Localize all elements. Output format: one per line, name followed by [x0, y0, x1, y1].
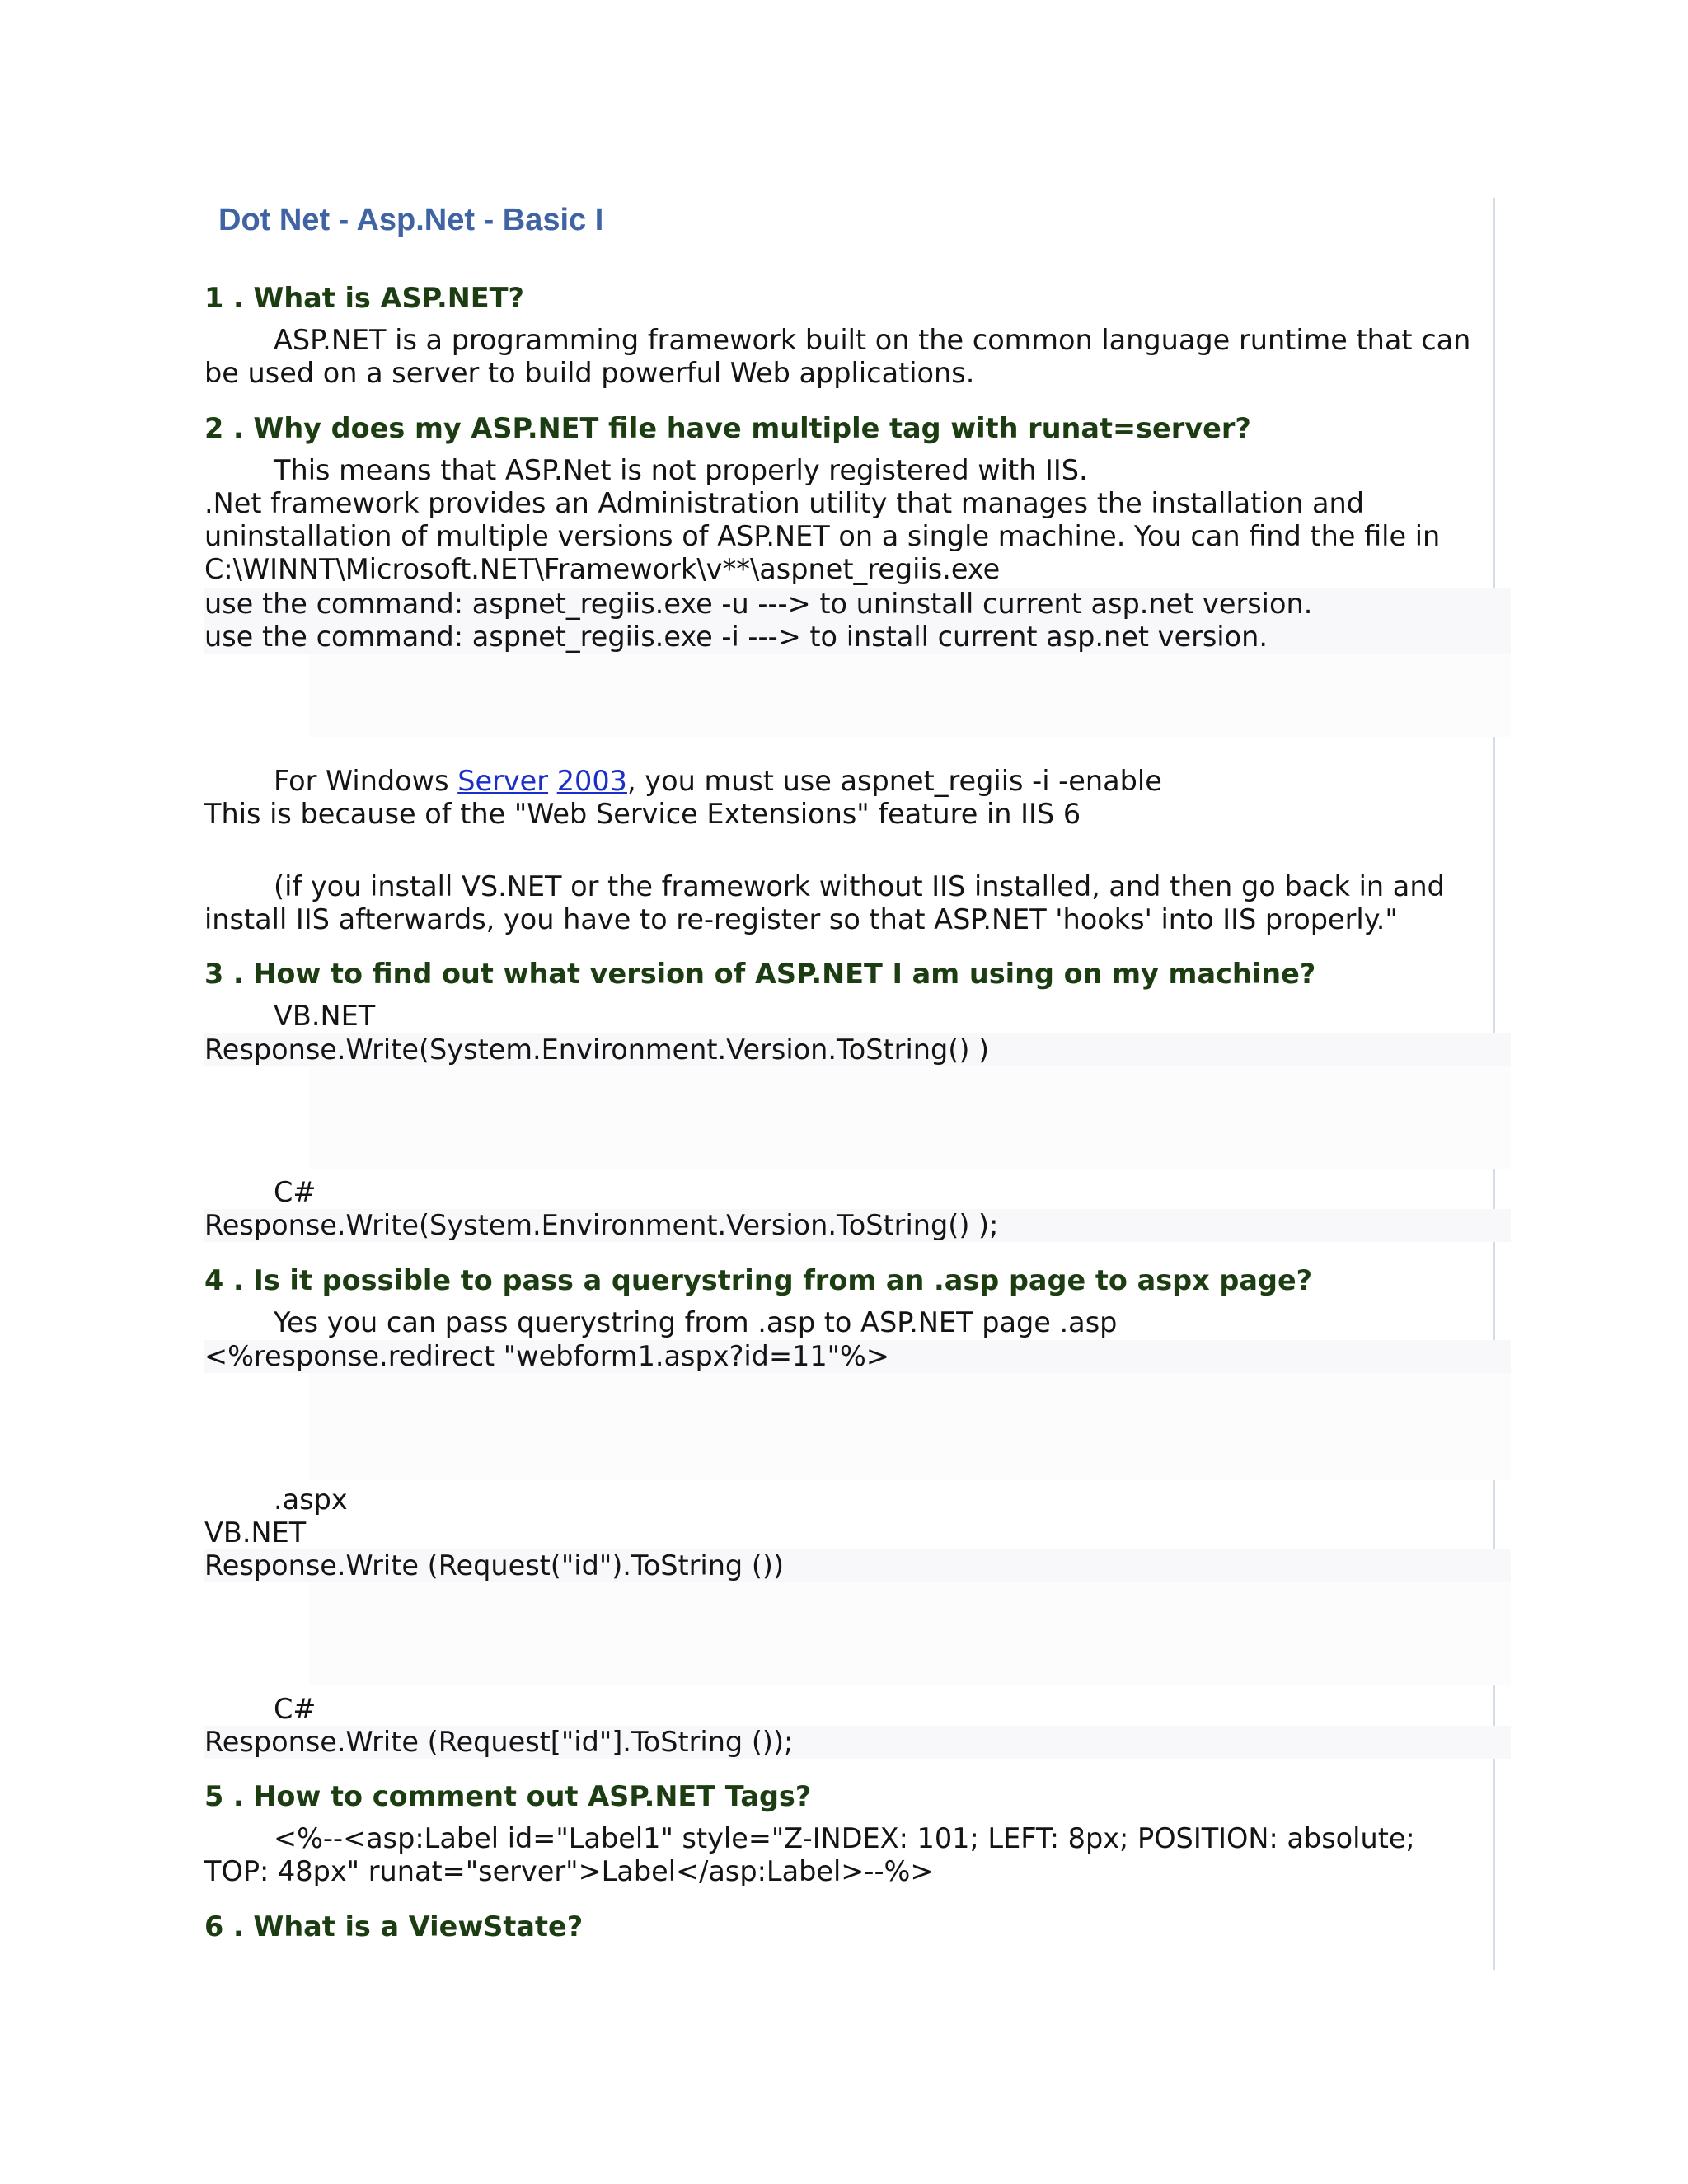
csharp-label-q4: C#: [274, 1693, 316, 1725]
question-heading-6: 6 . What is a ViewState?: [204, 1910, 584, 1943]
reinstall-note-line-2: install IIS afterwards, you have to re-register so that ASP.NET 'hooks' into IIS properly.": [204, 903, 1398, 935]
vbnet-label-q3: VB.NET: [274, 1000, 376, 1032]
windows-text-pre: For Windows: [274, 765, 458, 797]
server-link[interactable]: Server: [457, 765, 549, 797]
code-block-spacer-q4b: [309, 1582, 1511, 1685]
code-install-command: use the command: aspnet_regiis.exe -i ---> to install current asp.net version.: [204, 621, 1268, 653]
reinstall-note-line-1: (if you install VS.NET or the framework without IIS installed, and then go back in and: [274, 870, 1445, 902]
question-heading-4: 4 . Is it possible to pass a querystring from an .asp page to aspx page?: [204, 1264, 1313, 1296]
answer-5-line-2: TOP: 48px" runat="server">Label</asp:Label>--%>: [204, 1855, 934, 1887]
question-heading-1: 1 . What is ASP.NET?: [204, 282, 524, 314]
vbnet-request-code: Response.Write (Request("id").ToString ()): [204, 1549, 785, 1582]
answer-2-file-path: C:\WINNT\Microsoft.NET\Framework\v**\aspnet_regiis.exe: [204, 553, 1001, 585]
page-title: Dot Net - Asp.Net - Basic I: [218, 203, 604, 237]
vbnet-version-code: Response.Write(System.Environment.Version.ToString() ): [204, 1033, 990, 1066]
question-heading-2: 2 . Why does my ASP.NET file have multiple tag with runat=server?: [204, 412, 1251, 444]
code-uninstall-command: use the command: aspnet_regiis.exe -u ---> to uninstall current asp.net version.: [204, 588, 1313, 620]
question-heading-5: 5 . How to comment out ASP.NET Tags?: [204, 1780, 812, 1812]
vbnet-label-q4: VB.NET: [204, 1516, 307, 1549]
answer-4-line-1: Yes you can pass querystring from .asp to ASP.NET page .asp: [274, 1306, 1118, 1338]
code-block-spacer-q3: [309, 1066, 1511, 1169]
answer-1-line-2: be used on a server to build powerful Web applications.: [204, 357, 975, 389]
code-block-spacer-q4: [309, 1373, 1511, 1480]
answer-2-line-3: uninstallation of multiple versions of ASP.NET on a single machine. You can find the file in: [204, 520, 1441, 552]
code-block-spacer: [309, 654, 1511, 737]
windows-server-line: [274, 765, 1162, 798]
answer-2-line-1: This means that ASP.Net is not properly registered with IIS.: [274, 454, 1088, 486]
aspx-label: .aspx: [274, 1483, 348, 1516]
2003-link[interactable]: 2003: [556, 765, 627, 797]
question-heading-3: 3 . How to find out what version of ASP.NET I am using on my machine?: [204, 958, 1316, 990]
answer-1-line-1: ASP.NET is a programming framework built on the common language runtime that can: [274, 324, 1471, 356]
asp-redirect-code: <%response.redirect "webform1.aspx?id=11"%>: [204, 1340, 889, 1372]
web-service-extensions-line: This is because of the "Web Service Extensions" feature in IIS 6: [204, 798, 1081, 830]
answer-2-line-2: .Net framework provides an Administration utility that manages the installation and: [204, 487, 1364, 519]
answer-5-line-1: <%--<asp:Label id="Label1" style="Z-INDEX: 101; LEFT: 8px; POSITION: absolute;: [274, 1822, 1415, 1854]
csharp-label-q3: C#: [274, 1176, 316, 1208]
windows-text-post: , you must use aspnet_regiis -i -enable: [626, 765, 1162, 797]
csharp-version-code: Response.Write(System.Environment.Version.ToString() );: [204, 1209, 999, 1241]
csharp-request-code: Response.Write (Request["id"].ToString ());: [204, 1726, 794, 1758]
